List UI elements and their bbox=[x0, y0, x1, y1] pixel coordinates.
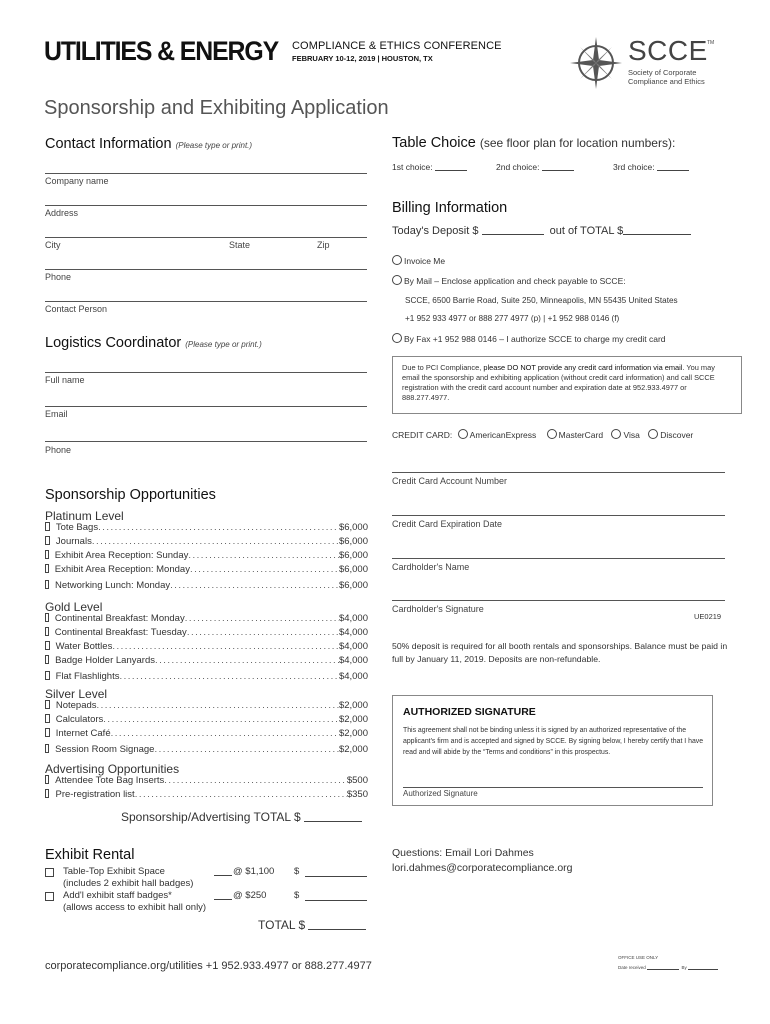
sponsorship-item-name: Exhibit Area Reception: Sunday bbox=[54, 550, 189, 561]
expiration-field[interactable] bbox=[392, 515, 725, 516]
contact-heading: Contact Information (Please type or print.) bbox=[45, 136, 253, 152]
sponsorship-item-price: $4,000 bbox=[338, 613, 368, 624]
exhibit-item-name: Table-Top Exhibit Space bbox=[63, 866, 165, 877]
sponsorship-item-name: Internet Café bbox=[55, 728, 111, 739]
exhibit-total: TOTAL $ bbox=[258, 918, 366, 932]
leader-dots bbox=[185, 613, 339, 624]
leader-dots bbox=[98, 522, 339, 533]
leader-dots bbox=[190, 564, 339, 575]
sponsorship-item-name: Continental Breakfast: Monday bbox=[54, 613, 185, 624]
sponsorship-checkbox[interactable] bbox=[45, 627, 49, 636]
sponsorship-checkbox[interactable] bbox=[45, 580, 49, 589]
sponsorship-item[interactable] bbox=[45, 522, 368, 533]
sponsorship-item-name: Notepads bbox=[55, 700, 97, 711]
org-abbrev: SCCE bbox=[628, 35, 708, 66]
sponsorship-checkbox[interactable] bbox=[45, 714, 50, 723]
sponsorship-item-price: $4,000 bbox=[338, 641, 368, 652]
sponsorship-level-heading: Advertising Opportunities bbox=[45, 762, 180, 776]
sponsorship-item-name: Flat Flashlights bbox=[55, 671, 120, 682]
first-choice-field[interactable] bbox=[435, 170, 467, 171]
sponsorship-item-price: $6,000 bbox=[338, 522, 368, 533]
phone-field[interactable] bbox=[45, 269, 367, 270]
org-name: Society of Corporate Compliance and Ethics bbox=[628, 68, 705, 86]
logistics-phone-field[interactable] bbox=[45, 441, 367, 442]
questions-email[interactable]: lori.dahmes@corporatecompliance.org bbox=[392, 862, 573, 874]
mail-radio[interactable] bbox=[392, 275, 402, 285]
exhibit-amount-field[interactable] bbox=[305, 900, 367, 901]
leader-dots bbox=[188, 550, 339, 561]
leader-dots bbox=[119, 671, 338, 682]
sponsorship-checkbox[interactable] bbox=[45, 700, 50, 709]
address-label: Address bbox=[45, 208, 79, 218]
exhibit-checkbox[interactable] bbox=[45, 868, 54, 877]
exhibit-dollar-sign: $ bbox=[294, 866, 300, 877]
sponsorship-item-name: Networking Lunch: Monday bbox=[54, 580, 171, 591]
sponsorship-item-name: Continental Breakfast: Tuesday bbox=[54, 627, 187, 638]
leader-dots bbox=[111, 728, 339, 739]
card-visa[interactable]: Visa bbox=[611, 430, 639, 440]
address-field[interactable] bbox=[45, 205, 367, 206]
city-state-zip-field[interactable] bbox=[45, 237, 367, 238]
deposit-row: Today's Deposit $ out of TOTAL $ bbox=[392, 225, 691, 237]
holder-signature-field[interactable] bbox=[392, 600, 725, 601]
sponsorship-item-name: Badge Holder Lanyards bbox=[55, 655, 155, 666]
email-label: Email bbox=[45, 409, 68, 419]
sponsorship-item[interactable] bbox=[45, 550, 368, 561]
sponsorship-item[interactable] bbox=[45, 580, 368, 591]
logistics-heading: Logistics Coordinator (Please type or print.) bbox=[45, 335, 262, 351]
sponsorship-item-price: $4,000 bbox=[338, 655, 368, 666]
exhibit-item-price: @ $1,100 bbox=[233, 866, 275, 877]
billing-total-field[interactable] bbox=[623, 234, 691, 235]
leader-dots bbox=[112, 641, 339, 652]
sponsorship-total: Sponsorship/Advertising TOTAL $ bbox=[121, 810, 362, 824]
card-discover[interactable]: Discover bbox=[648, 430, 693, 440]
company-field[interactable] bbox=[45, 173, 367, 174]
authorized-text: This agreement shall not be binding unless it is signed by an authorized representative of the applicant's firm and is accepted and signed by SCCE. By signing below, I hereby certify that I have read and will abide by the “Terms and conditions” in this prospectus. bbox=[403, 727, 704, 756]
sponsorship-checkbox[interactable] bbox=[45, 775, 49, 784]
email-field[interactable] bbox=[45, 406, 367, 407]
third-choice: 3rd choice: bbox=[613, 162, 689, 172]
authorized-signature-box bbox=[392, 695, 713, 806]
state-label: State bbox=[229, 240, 251, 250]
office-use-row: Date received By bbox=[618, 965, 718, 970]
sponsorship-checkbox[interactable] bbox=[45, 564, 49, 573]
leader-dots bbox=[164, 775, 347, 786]
sponsorship-item-name: Journals bbox=[55, 536, 92, 547]
pci-notice: Due to PCI Compliance, please DO NOT provide any credit card information via email. You may email the sponsorship and exhibiting application (without credit card information) and call SCCE registration with the credit card account number and expiration date at 952.933.4977 or 888.277.4977. bbox=[392, 356, 742, 414]
sponsorship-checkbox[interactable] bbox=[45, 744, 49, 753]
leader-dots bbox=[97, 700, 339, 711]
authorized-signature-field[interactable] bbox=[403, 787, 703, 788]
sponsorship-item-price: $2,000 bbox=[338, 714, 368, 725]
footer-contact: corporatecompliance.org/utilities +1 952.933.4977 or 888.277.4977 bbox=[45, 960, 372, 972]
exhibit-amount-field[interactable] bbox=[305, 876, 367, 877]
expiration-label: Credit Card Expiration Date bbox=[392, 519, 503, 529]
mail-phone: +1 952 933 4977 or 888 277 4977 (p) | +1 952 988 0146 (f) bbox=[405, 314, 620, 323]
credit-card-row: CREDIT CARD: AmericanExpress MasterCard Visa Discover bbox=[392, 430, 694, 440]
contact-person-field[interactable] bbox=[45, 301, 367, 302]
sponsorship-item-price: $4,000 bbox=[338, 627, 368, 638]
sponsorship-checkbox[interactable] bbox=[45, 671, 50, 680]
event-title: UTILITIES & ENERGY bbox=[44, 36, 279, 66]
page-title: Sponsorship and Exhibiting Application bbox=[44, 97, 389, 119]
second-choice: 2nd choice: bbox=[496, 162, 574, 172]
invoice-radio[interactable] bbox=[392, 255, 402, 265]
exhibit-checkbox[interactable] bbox=[45, 892, 54, 901]
account-number-field[interactable] bbox=[392, 472, 725, 473]
sponsorship-item-name: Exhibit Area Reception: Monday bbox=[54, 564, 190, 575]
leader-dots bbox=[135, 789, 347, 800]
sponsorship-heading: Sponsorship Opportunities bbox=[45, 487, 216, 503]
sponsorship-item-price: $2,000 bbox=[338, 700, 368, 711]
sponsorship-item[interactable] bbox=[45, 641, 368, 652]
card-amex[interactable]: AmericanExpress bbox=[458, 430, 537, 440]
account-number-label: Credit Card Account Number bbox=[392, 476, 508, 486]
sponsorship-item-price: $6,000 bbox=[338, 550, 368, 561]
zip-label: Zip bbox=[317, 240, 330, 250]
date-received-field bbox=[647, 969, 679, 970]
sponsorship-item-price: $4,000 bbox=[338, 671, 368, 682]
city-label: City bbox=[45, 240, 61, 250]
table-choice-heading: Table Choice (see floor plan for location numbers): bbox=[392, 135, 676, 151]
exhibit-quantity-field[interactable] bbox=[214, 899, 232, 900]
sponsorship-item[interactable] bbox=[45, 613, 368, 624]
sponsorship-checkbox[interactable] bbox=[45, 641, 50, 650]
phone-label: Phone bbox=[45, 272, 72, 282]
exhibit-item-price: @ $250 bbox=[233, 890, 267, 901]
fax-option[interactable]: By Fax +1 952 988 0146 – I authorize SCCE to charge my credit card bbox=[392, 333, 666, 344]
sponsorship-item-price: $2,000 bbox=[338, 728, 368, 739]
exhibit-total-field[interactable] bbox=[308, 929, 366, 930]
sponsorship-item-price: $2,000 bbox=[338, 744, 368, 755]
sponsorship-item[interactable] bbox=[45, 744, 368, 755]
sponsorship-item-name: Calculators bbox=[55, 714, 104, 725]
compass-icon bbox=[570, 37, 622, 89]
sponsorship-checkbox[interactable] bbox=[45, 789, 49, 798]
exhibit-item-note: (includes 2 exhibit hall badges) bbox=[63, 878, 194, 889]
sponsorship-checkbox[interactable] bbox=[45, 655, 49, 664]
authorized-signature-label: Authorized Signature bbox=[403, 789, 478, 798]
exhibit-dollar-sign: $ bbox=[294, 890, 300, 901]
sponsorship-item-name: Tote Bags bbox=[55, 522, 99, 533]
sponsorship-item-name: Water Bottles bbox=[55, 641, 113, 652]
questions-label: Questions: Email Lori Dahmes bbox=[392, 847, 534, 859]
third-choice-field[interactable] bbox=[657, 170, 689, 171]
second-choice-field[interactable] bbox=[542, 170, 574, 171]
sponsorship-checkbox[interactable] bbox=[45, 550, 49, 559]
leader-dots bbox=[154, 744, 338, 755]
received-by-field bbox=[688, 969, 718, 970]
sponsorship-item[interactable] bbox=[45, 775, 368, 786]
full-name-label: Full name bbox=[45, 375, 85, 385]
sponsorship-item-name: Session Room Signage bbox=[55, 744, 155, 755]
holder-name-label: Cardholder's Name bbox=[392, 562, 470, 572]
holder-name-field[interactable] bbox=[392, 558, 725, 559]
authorized-heading: AUTHORIZED SIGNATURE bbox=[403, 706, 536, 718]
deposit-field[interactable] bbox=[482, 234, 544, 235]
sponsorship-item-price: $350 bbox=[346, 789, 368, 800]
sponsorship-item[interactable] bbox=[45, 714, 368, 725]
conference-name: COMPLIANCE & ETHICS CONFERENCE bbox=[292, 40, 502, 52]
leader-dots bbox=[103, 714, 339, 725]
sponsorship-checkbox[interactable] bbox=[45, 613, 49, 622]
sponsorship-item-price: $500 bbox=[346, 775, 368, 786]
sponsorship-item-name: Pre-registration list bbox=[55, 789, 135, 800]
logistics-phone-label: Phone bbox=[45, 445, 72, 455]
leader-dots bbox=[187, 627, 339, 638]
exhibit-quantity-field[interactable] bbox=[214, 875, 232, 876]
form-code: UE0219 bbox=[694, 612, 722, 621]
holder-signature-label: Cardholder's Signature bbox=[392, 604, 484, 614]
billing-heading: Billing Information bbox=[392, 200, 508, 216]
sponsorship-item[interactable] bbox=[45, 789, 368, 800]
conference-dates: FEBRUARY 10-12, 2019 | HOUSTON, TX bbox=[292, 54, 433, 63]
sponsorship-item-price: $6,000 bbox=[338, 536, 368, 547]
sponsorship-item-price: $6,000 bbox=[338, 564, 368, 575]
office-use-label: OFFICE USE ONLY bbox=[618, 955, 659, 960]
invoice-option[interactable]: Invoice Me bbox=[392, 255, 445, 266]
sponsorship-item[interactable] bbox=[45, 655, 368, 666]
leader-dots bbox=[170, 580, 339, 591]
first-choice: 1st choice: bbox=[392, 162, 467, 172]
sponsorship-item[interactable] bbox=[45, 564, 368, 575]
company-label: Company name bbox=[45, 176, 109, 186]
exhibit-item-note: (allows access to exhibit hall only) bbox=[63, 902, 207, 913]
sponsorship-item-name: Attendee Tote Bag Inserts bbox=[55, 775, 165, 786]
sponsorship-item-price: $6,000 bbox=[338, 580, 368, 591]
mail-option[interactable]: By Mail – Enclose application and check payable to SCCE: bbox=[392, 275, 626, 286]
fax-radio[interactable] bbox=[392, 333, 402, 343]
exhibit-heading: Exhibit Rental bbox=[45, 847, 135, 863]
sponsorship-level-heading: Gold Level bbox=[45, 600, 103, 614]
sponsorship-item[interactable] bbox=[45, 700, 368, 711]
sponsorship-item[interactable] bbox=[45, 728, 368, 739]
sponsorship-item[interactable] bbox=[45, 671, 368, 682]
sponsorship-checkbox[interactable] bbox=[45, 522, 50, 531]
full-name-field[interactable] bbox=[45, 372, 367, 373]
sponsorship-level-heading: Platinum Level bbox=[45, 509, 124, 523]
trademark: TM bbox=[707, 40, 715, 46]
sponsorship-item[interactable] bbox=[45, 536, 368, 547]
mail-address: SCCE, 6500 Barrie Road, Suite 250, Minneapolis, MN 55435 United States bbox=[405, 296, 678, 305]
sponsorship-total-field[interactable] bbox=[304, 821, 362, 822]
sponsorship-checkbox[interactable] bbox=[45, 728, 50, 737]
card-mastercard[interactable]: MasterCard bbox=[547, 430, 603, 440]
deposit-note: 50% deposit is required for all booth rentals and sponsorships. Balance must be paid in full by January 11, 2019. Deposits are non-refundable. bbox=[392, 641, 728, 664]
sponsorship-level-heading: Silver Level bbox=[45, 687, 108, 701]
exhibit-item-name: Add'l exhibit staff badges* bbox=[63, 890, 172, 901]
contact-person-label: Contact Person bbox=[45, 304, 108, 314]
sponsorship-item[interactable] bbox=[45, 627, 368, 638]
leader-dots bbox=[155, 655, 339, 666]
leader-dots bbox=[92, 536, 339, 547]
sponsorship-checkbox[interactable] bbox=[45, 536, 50, 545]
